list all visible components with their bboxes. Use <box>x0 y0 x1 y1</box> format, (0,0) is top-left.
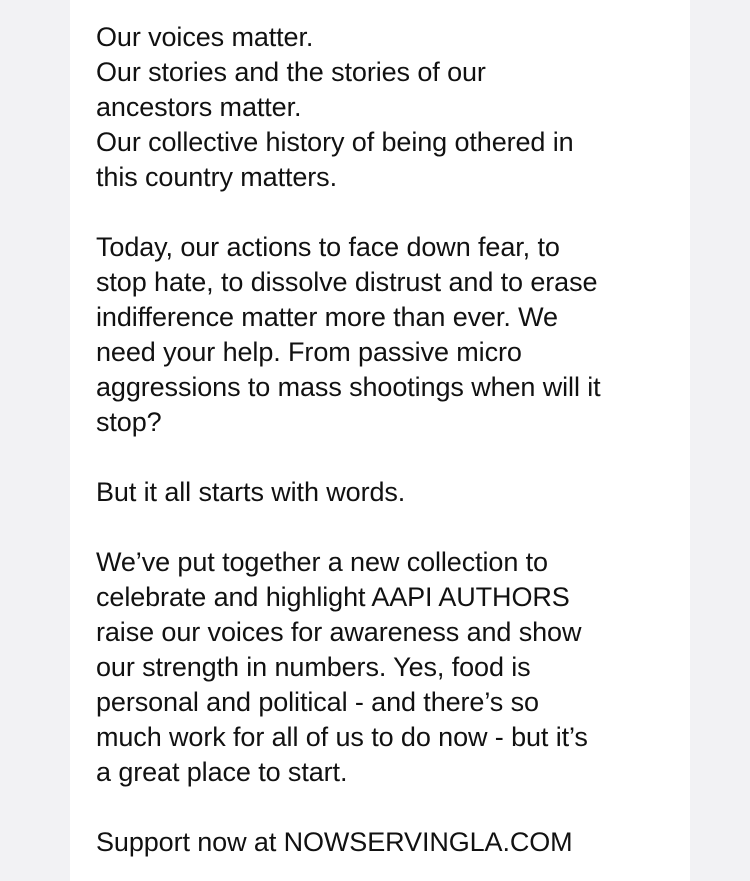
text-line: We’ve put together a new collection to <box>96 547 548 577</box>
text-line: much work for all of us to do now - but it’s <box>96 722 588 752</box>
paragraph-voices <box>96 20 676 195</box>
paragraph-support <box>96 825 676 860</box>
text-line: But it all starts with words. <box>96 477 406 507</box>
text-line: Our voices matter. <box>96 22 314 52</box>
text-line: aggressions to mass shootings when will it <box>96 372 601 402</box>
text-line: need your help. From passive micro <box>96 337 522 367</box>
text-line: this country matters. <box>96 162 337 192</box>
text-line: stop? <box>96 407 162 437</box>
text-line: indifference matter more than ever. We <box>96 302 558 332</box>
text-line: Today, our actions to face down fear, to <box>96 232 560 262</box>
message-body <box>96 20 676 881</box>
support-text-line: Support now at NOWSERVINGLA.COM <box>96 827 573 857</box>
paragraph-words <box>96 475 676 510</box>
text-line: ancestors matter. <box>96 92 302 122</box>
text-line: Our stories and the stories of our <box>96 57 486 87</box>
text-line: our strength in numbers. Yes, food is <box>96 652 531 682</box>
paragraph-collection <box>96 545 676 790</box>
paragraph-today <box>96 230 676 440</box>
text-line: Our collective history of being othered in <box>96 127 574 157</box>
message-card <box>70 0 690 881</box>
text-line: a great place to start. <box>96 757 348 787</box>
text-line: raise our voices for awareness and show <box>96 617 582 647</box>
text-line: celebrate and highlight AAPI AUTHORS <box>96 582 570 612</box>
text-line: personal and political - and there’s so <box>96 687 539 717</box>
text-line: stop hate, to dissolve distrust and to erase <box>96 267 598 297</box>
